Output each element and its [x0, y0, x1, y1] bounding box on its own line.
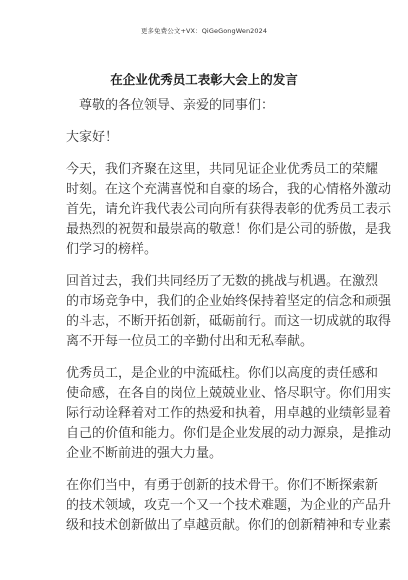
paragraph-line: 在你们当中，有勇于创新的技术骨干。你们不断探索新 — [66, 478, 379, 493]
header-note: 更多免费公文+VX：QiGeGongWen2024 — [140, 27, 268, 35]
paragraph-line: 自己的价值和能力。你们是企业发展的动力源泉，是推动 — [66, 426, 392, 441]
paragraph-line: 的市场竞争中，我们的企业始终保持着坚定的信念和顽强 — [66, 294, 392, 309]
paragraph-line: 的斗志，不断开拓创新，砥砺前行。而这一切成就的取得 — [66, 314, 392, 329]
salutation: 尊敬的各位领导、亲爱的同事们： — [79, 98, 275, 113]
paragraph-line: 离不开每一位员工的辛勤付出和无私奉献。 — [66, 334, 314, 349]
paragraph-2 — [66, 272, 392, 352]
paragraph-line: 回首过去，我们共同经历了无数的挑战与机遇。在激烈 — [66, 274, 379, 289]
paragraph-line: 今天，我们齐聚在这里，共同见证企业优秀员工的荣耀 — [66, 162, 379, 177]
paragraph-4 — [66, 476, 392, 536]
paragraph-1 — [66, 160, 392, 260]
greeting: 大家好！ — [66, 130, 119, 145]
paragraph-line: 最热烈的祝贺和最崇高的敬意！你们是公司的骄傲，是我 — [66, 222, 392, 237]
paragraph-line: 企业不断前进的强大力量。 — [66, 446, 223, 461]
document-body — [66, 96, 392, 536]
paragraph-line: 级和技术创新做出了卓越贡献。你们的创新精神和专业素 — [66, 518, 392, 533]
paragraph-line: 际行动诠释着对工作的热爱和执着，用卓越的业绩彰显着 — [66, 406, 392, 421]
paragraph-line: 的技术领域，攻克一个又一个技术难题，为企业的产品升 — [66, 498, 392, 513]
paragraph-3 — [66, 364, 392, 464]
paragraph-line: 首先，请允许我代表公司向所有获得表彰的优秀员工表示 — [66, 202, 392, 217]
paragraph-line: 时刻。在这个充满喜悦和自豪的场合，我的心情格外激动 — [66, 182, 392, 197]
paragraph-line: 优秀员工，是企业的中流砥柱。你们以高度的责任感和 — [66, 366, 379, 381]
paragraph-line: 们学习的榜样。 — [66, 242, 158, 257]
document-title: 在企业优秀员工表彰大会上的发言 — [110, 72, 298, 87]
paragraph-line: 使命感，在各自的岗位上兢兢业业、恪尽职守。你们用实 — [66, 386, 392, 401]
